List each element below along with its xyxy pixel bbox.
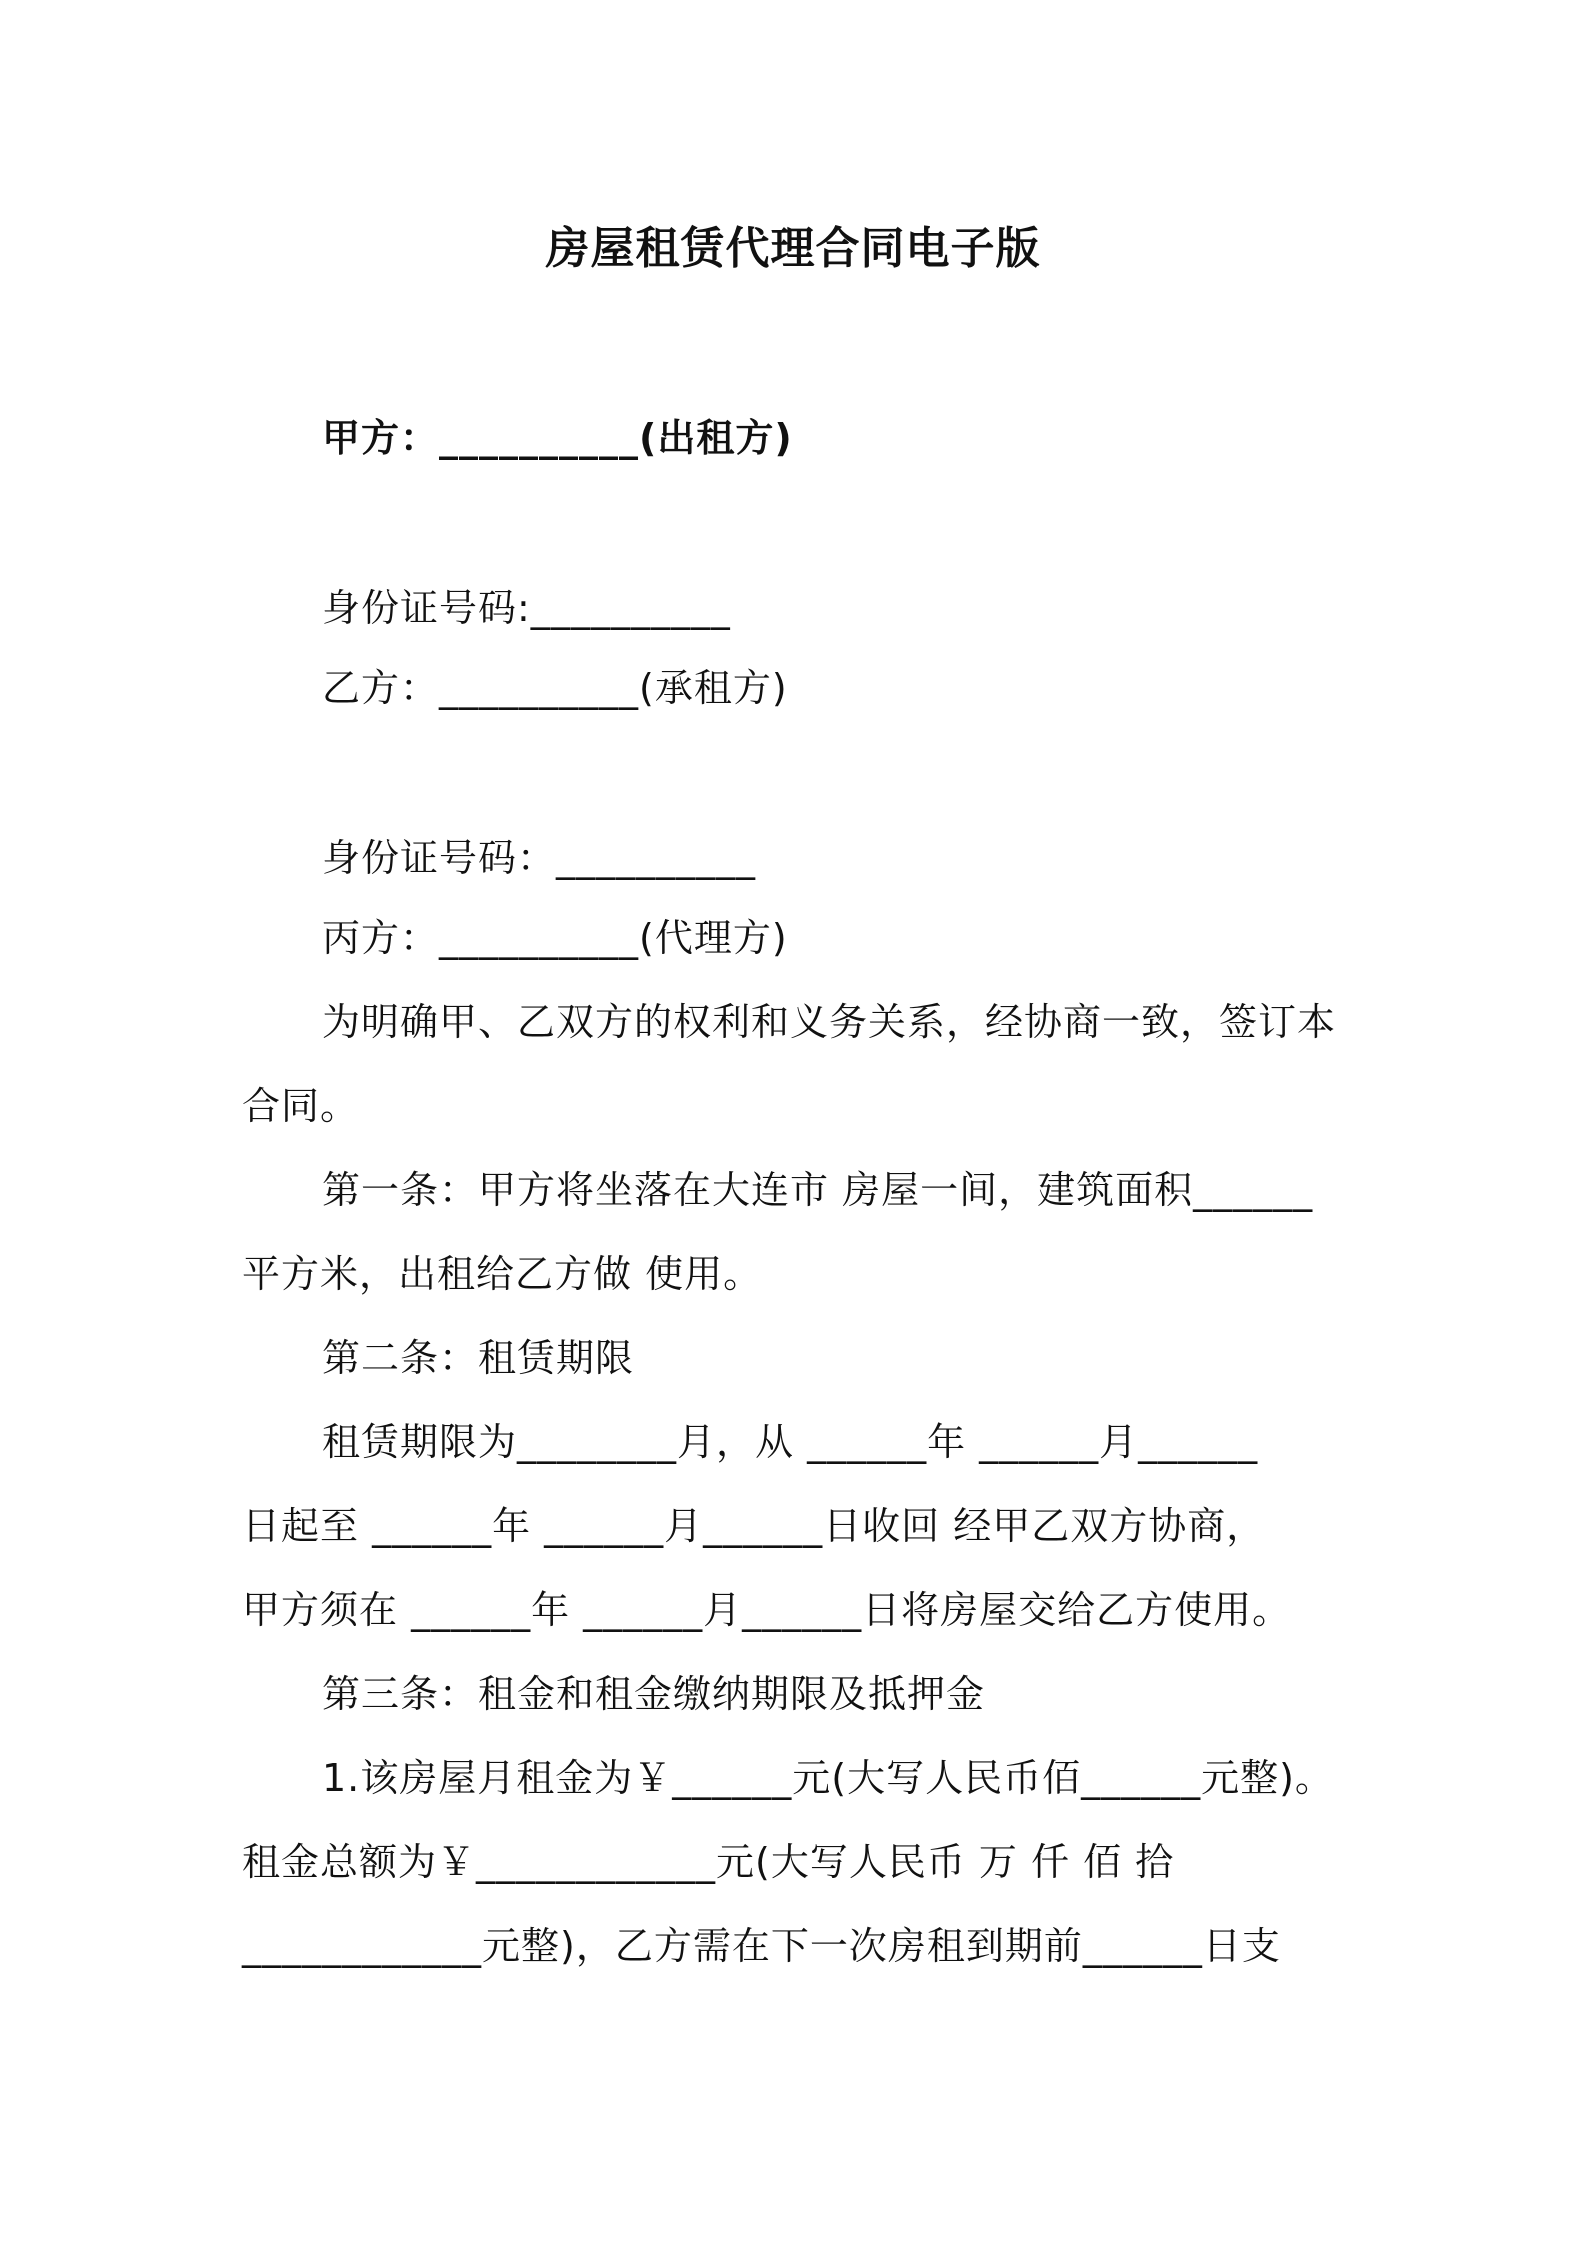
article-3-heading: 第三条：租金和租金缴纳期限及抵押金: [322, 1672, 986, 1716]
article-2-heading: 第二条：租赁期限: [322, 1336, 635, 1380]
article-3-line-1: 1.该房屋月租金为￥______元(大写人民币佰______元整)。: [322, 1756, 1334, 1800]
party-b-line: 乙方：__________(承租方): [322, 666, 788, 710]
preamble-line-1: 为明确甲、乙双方的权利和义务关系，经协商一致，签订本: [322, 1000, 1337, 1044]
party-a-id-line: 身份证号码:__________: [322, 586, 731, 630]
article-2-line-2: 日起至 ______年 ______月______日收回 经甲乙双方协商，: [242, 1504, 1266, 1548]
preamble-line-2: 合同。: [242, 1084, 360, 1128]
party-c-line: 丙方：__________(代理方): [322, 916, 788, 960]
article-2-line-3: 甲方须在 ______年 ______月______日将房屋交给乙方使用。: [242, 1588, 1292, 1632]
article-1-line-1: 第一条：甲方将坐落在大连市 房屋一间，建筑面积______: [322, 1168, 1314, 1212]
article-3-line-2: 租金总额为￥____________元(大写人民币 万 仟 佰 拾: [242, 1840, 1175, 1884]
document-title: 房屋租赁代理合同电子版: [545, 223, 1041, 274]
party-b-id-line: 身份证号码：__________: [322, 836, 757, 880]
article-2-line-1: 租赁期限为________月，从 ______年 ______月______: [322, 1420, 1259, 1464]
article-3-line-3: ____________元整)，乙方需在下一次房租到期前______日支: [242, 1924, 1281, 1968]
party-a-line: 甲方：__________(出租方): [322, 416, 793, 460]
article-1-line-2: 平方米，出租给乙方做 使用。: [242, 1252, 763, 1296]
